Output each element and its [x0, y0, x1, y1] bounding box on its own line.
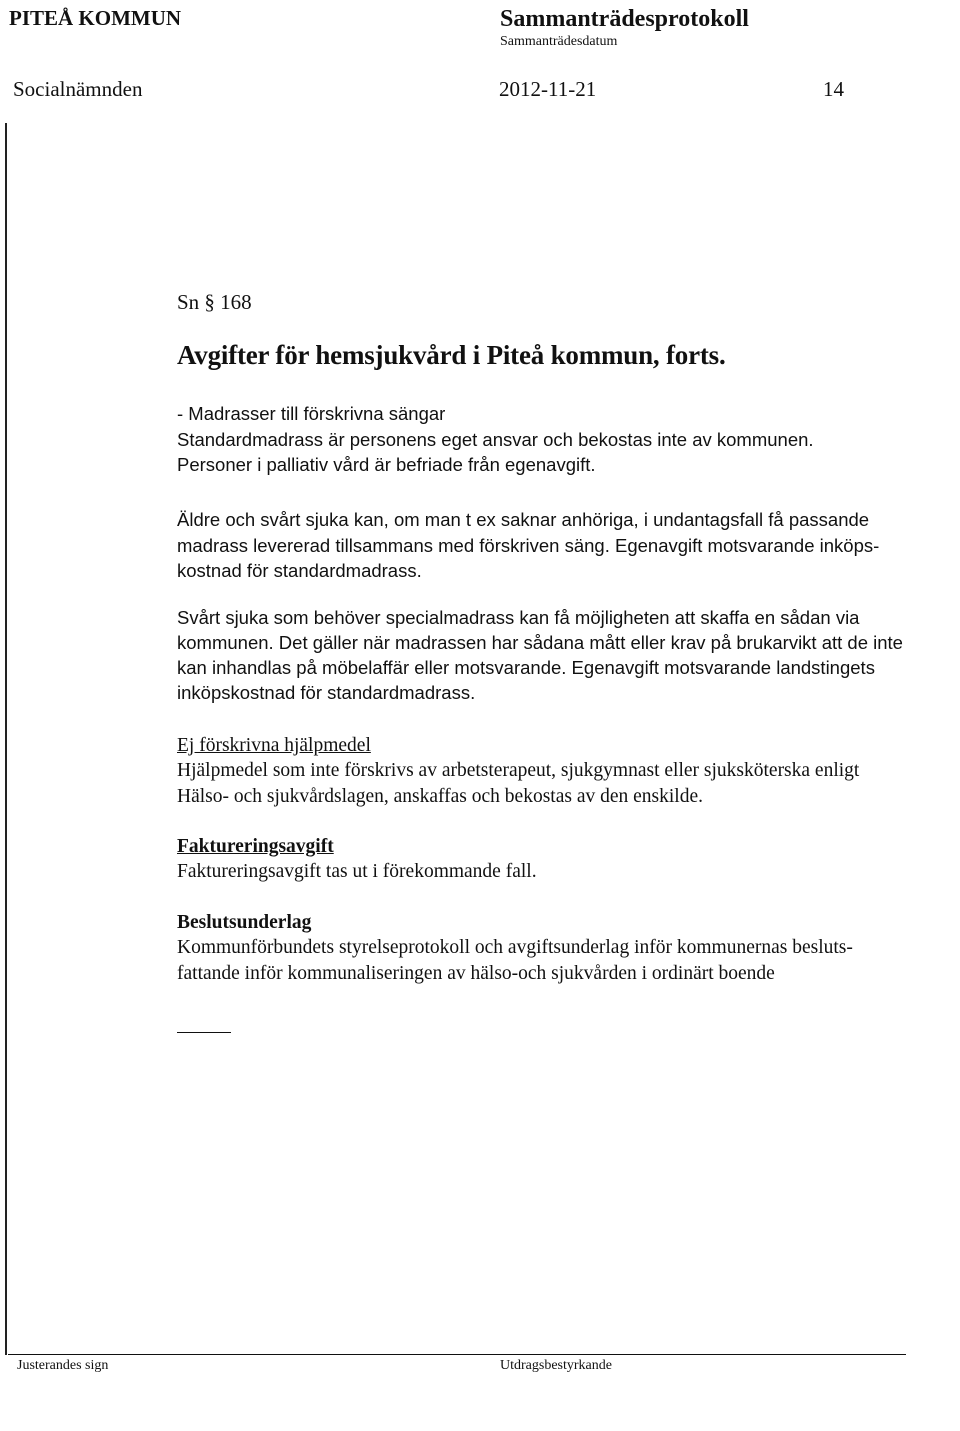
document-type: Sammanträdesprotokoll: [500, 6, 749, 32]
left-margin-rule: [5, 123, 7, 1355]
meeting-date-label: Sammanträdesdatum: [500, 34, 618, 49]
paragraph-line: kostnad för standardmadrass.: [177, 560, 422, 581]
paragraph-line: Svårt sjuka som behöver specialmadrass kan få möjligheten att skaffa en sådan via: [177, 607, 860, 628]
paragraph-line: Hälso- och sjukvårdslagen, anskaffas och bekostas av den enskilde.: [177, 786, 703, 807]
section-heading-basis: Beslutsunderlag: [177, 912, 312, 933]
paragraph-line: fattande inför kommunaliseringen av hälso-och sjukvården i ordinärt boende: [177, 963, 775, 984]
paragraph-line: kan inhandlas på möbelaffär eller motsvarande. Egenavgift motsvarande landstingets: [177, 657, 875, 678]
board-name: Socialnämnden: [13, 77, 143, 101]
paragraph-line: Faktureringsavgift tas ut i förekommande fall.: [177, 861, 537, 882]
meeting-date: 2012-11-21: [499, 77, 597, 101]
paragraph-number: Sn § 168: [177, 290, 252, 314]
paragraph-line: Hjälpmedel som inte förskrivs av arbetsterapeut, sjukgymnast eller sjuksköterska enligt: [177, 760, 860, 781]
end-of-section-rule: [177, 1032, 231, 1033]
paragraph-line: kommunen. Det gäller när madrassen har sådana mått eller krav på brukarvikt att de inte: [177, 632, 903, 653]
organization-name: PITEÅ KOMMUN: [9, 6, 182, 30]
paragraph-line: Standardmadrass är personens eget ansvar och bekostas inte av kommunen.: [177, 429, 814, 450]
paragraph-line: Kommunförbundets styrelseprotokoll och avgiftsunderlag inför kommunernas besluts-: [177, 937, 853, 958]
paragraph-line: Personer i palliativ vård är befriade från egenavgift.: [177, 454, 596, 475]
section-heading-aids: Ej förskrivna hjälpmedel: [177, 735, 371, 756]
extract-label: Utdragsbestyrkande: [500, 1358, 612, 1373]
page-title: Avgifter för hemsjukvård i Piteå kommun, forts.: [177, 340, 726, 370]
bullet-heading: - Madrasser till förskrivna sängar: [177, 403, 446, 424]
paragraph-line: Äldre och svårt sjuka kan, om man t ex saknar anhöriga, i undantagsfall få passande: [177, 509, 870, 530]
paragraph-line: inköpskostnad för standardmadrass.: [177, 682, 476, 703]
section-heading-invoice: Faktureringsavgift: [177, 836, 334, 857]
footer-rule: [8, 1354, 906, 1355]
page-number: 14: [823, 77, 844, 101]
paragraph-line: madrass levererad tillsammans med förskriven säng. Egenavgift motsvarande inköps-: [177, 535, 880, 556]
signature-label: Justerandes sign: [17, 1358, 109, 1373]
